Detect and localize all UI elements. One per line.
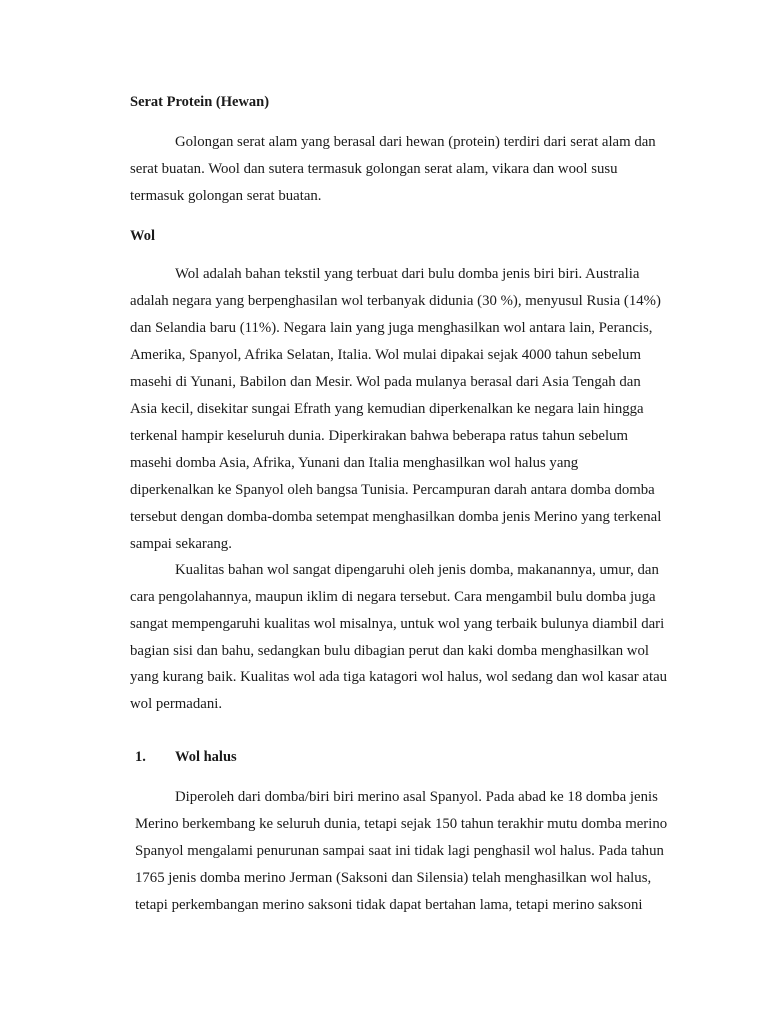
wol-para2-line: Kualitas bahan wol sangat dipengaruhi oleh jenis domba, makanannya, umur, dan (175, 562, 659, 578)
section-number: 1. (135, 749, 146, 765)
wol-para2-line: yang kurang baik. Kualitas wol ada tiga katagori wol halus, wol sedang dan wol kasar atau (130, 669, 668, 685)
wol-heading: Wol (130, 228, 155, 244)
wol-para1-line: Wol adalah bahan tekstil yang terbuat dari bulu domba jenis biri biri. Australia (175, 266, 640, 282)
intro-line: termasuk golongan serat buatan. (130, 188, 322, 204)
section-heading: Wol halus (175, 749, 237, 765)
wol-para1-line: adalah negara yang berpenghasilan wol terbanyak didunia (30 %), menyusul Rusia (14%) (130, 293, 661, 309)
wol-para2-line: bagian sisi dan bahu, sedangkan bulu dibagian perut dan kaki domba menghasilkan wol (130, 643, 650, 659)
wol-para1-line: terkenal hampir keseluruh dunia. Diperkirakan bahwa beberapa ratus tahun sebelum (130, 428, 628, 444)
wol-para1-line: diperkenalkan ke Spanyol oleh bangsa Tunisia. Percampuran darah antara domba domba (130, 482, 655, 498)
intro-line: Golongan serat alam yang berasal dari hewan (protein) terdiri dari serat alam dan (175, 134, 656, 150)
wol-para1-line: masehi domba Asia, Afrika, Yunani dan Italia menghasilkan wol halus yang (130, 455, 579, 471)
wol-para2-line: cara pengolahannya, maupun iklim di negara tersebut. Cara mengambil bulu domba juga (130, 589, 656, 605)
wol-para1-line: sampai sekarang. (130, 536, 232, 552)
wol-para1-line: Amerika, Spanyol, Afrika Selatan, Italia. Wol mulai dipakai sejak 4000 tahun sebelum (130, 347, 641, 363)
wol-para2-line: wol permadani. (130, 696, 223, 712)
section1-line: Diperoleh dari domba/biri biri merino asal Spanyol. Pada abad ke 18 domba jenis (175, 789, 658, 805)
intro-line: serat buatan. Wool dan sutera termasuk golongan serat alam, vikara dan wool susu (130, 161, 618, 177)
section1-line: 1765 jenis domba merino Jerman (Saksoni dan Silensia) telah menghasilkan wol halus, (135, 870, 652, 886)
document-title: Serat Protein (Hewan) (130, 94, 270, 110)
section1-line: Merino berkembang ke seluruh dunia, tetapi sejak 150 tahun terakhir mutu domba merino (135, 816, 668, 832)
wol-para2-line: sangat mempengaruhi kualitas wol misalnya, untuk wol yang terbaik bulunya diambil dari (130, 616, 665, 632)
wol-para1-line: tersebut dengan domba-domba setempat menghasilkan domba jenis Merino yang terkenal (130, 509, 662, 525)
wol-para1-line: masehi di Yunani, Babilon dan Mesir. Wol pada mulanya berasal dari Asia Tengah dan (130, 374, 641, 390)
wol-para1-line: dan Selandia baru (11%). Negara lain yang juga menghasilkan wol antara lain, Perancis, (130, 320, 653, 336)
section1-line: Spanyol mengalami penurunan sampai saat ini tidak lagi penghasil wol halus. Pada tahun (135, 843, 664, 859)
wol-para1-line: Asia kecil, disekitar sungai Efrath yang kemudian diperkenalkan ke negara lain hingga (130, 401, 644, 417)
section1-line: tetapi perkembangan merino saksoni tidak dapat bertahan lama, tetapi merino saksoni (135, 897, 643, 913)
